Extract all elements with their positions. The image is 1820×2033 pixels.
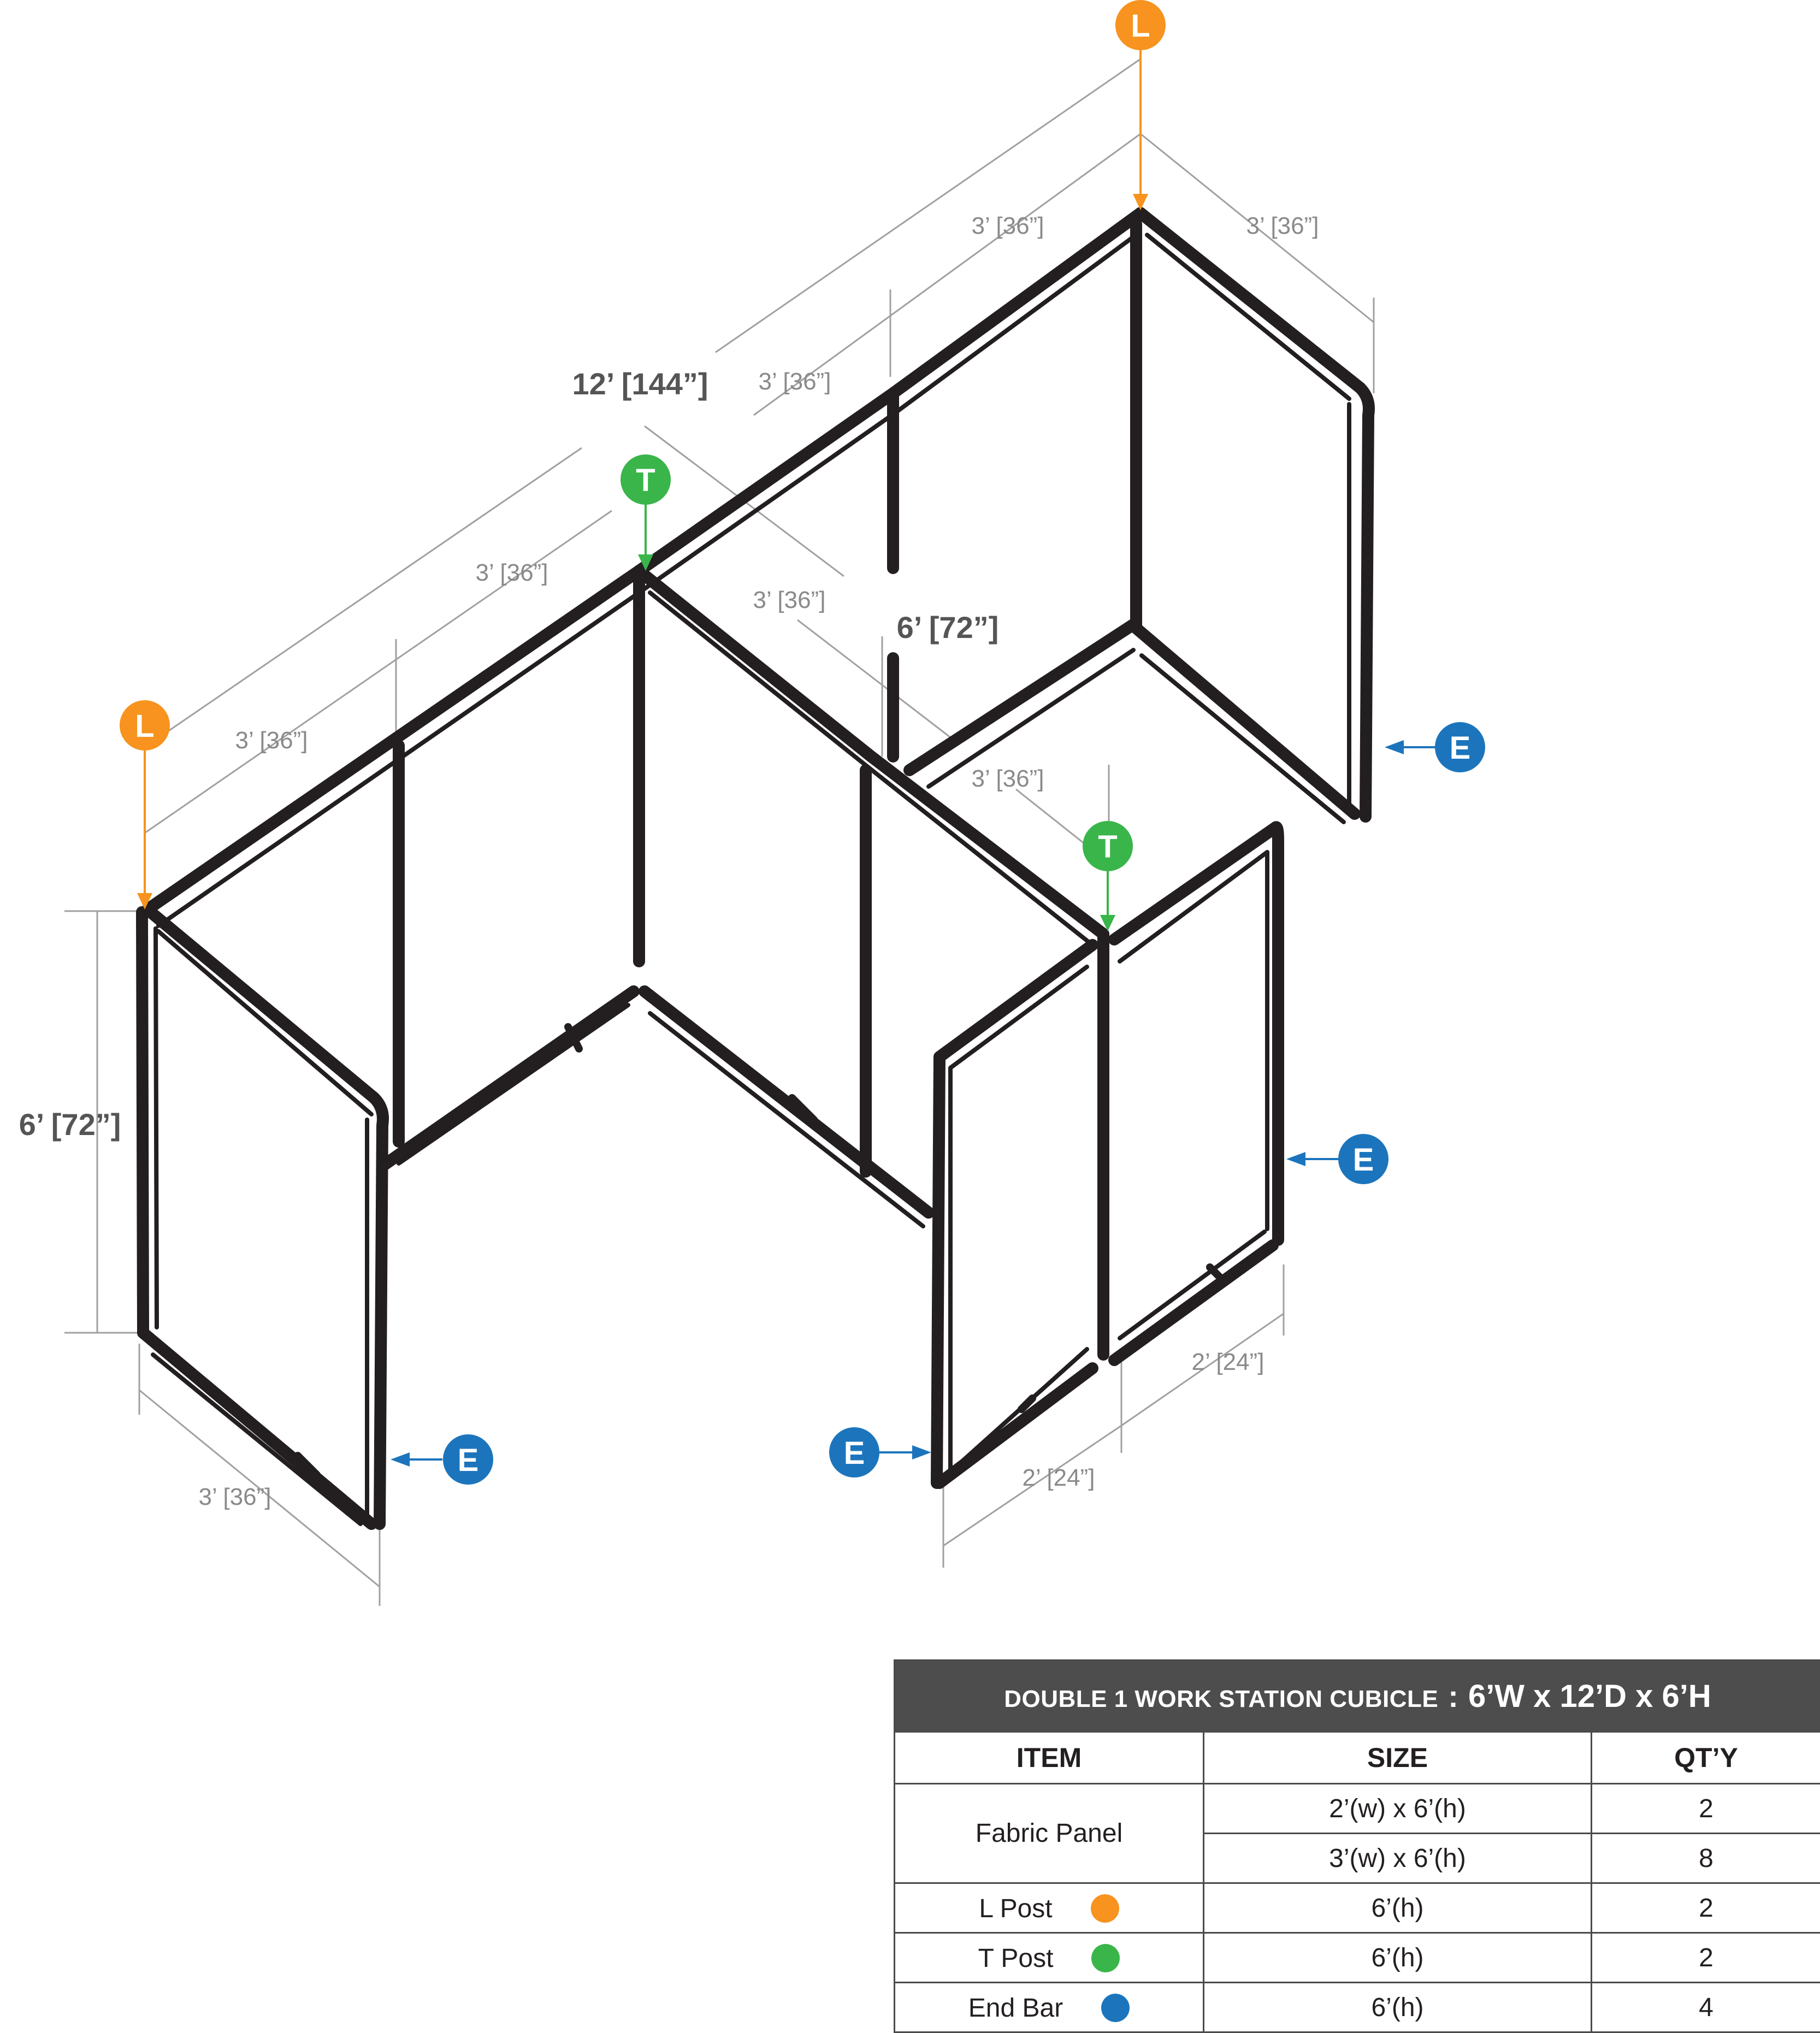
table-row [895,1883,1820,1933]
end-bar-marker-letter: E [458,1443,479,1478]
row-size: 6’(h) [1204,1883,1592,1933]
row-size: 2’(w) x 6’(h) [1204,1784,1592,1834]
segment-label: 2’ [24”] [1192,1349,1264,1375]
end-bar-color-dot [1101,1994,1130,2022]
item-label: T Post [978,1943,1054,1973]
end-bar-marker-letter: E [1353,1142,1374,1178]
header-qty: QT’Y [1592,1732,1820,1784]
segment-label: 3’ [36”] [476,559,548,586]
segment-label: 3’ [36”] [753,587,826,613]
height-label-center: 6’ [72”] [897,610,999,645]
l-post-marker-left [120,700,170,750]
segment-label: 2’ [24”] [1023,1464,1095,1491]
table-header-row [895,1732,1820,1784]
t-post-marker-right [1083,821,1133,871]
overall-depth-label: 12’ [144”] [572,367,708,401]
parts-list-table [894,1659,1820,2033]
end-bar-marker-letter: E [1450,730,1471,766]
end-bar-marker-front [829,1427,879,1478]
row-qty: 2 [1592,1883,1820,1933]
row-item-end-bar [895,1983,1204,2032]
end-bar-marker-right-upper [1435,722,1485,772]
row-qty: 4 [1592,1983,1820,2032]
segment-label: 3’ [36”] [972,212,1044,239]
item-label: L Post [979,1894,1052,1924]
row-size: 6’(h) [1204,1933,1592,1983]
l-post-marker-letter: L [135,708,154,744]
end-bar-marker-left [443,1434,493,1485]
segment-label: 3’ [36”] [1246,212,1319,239]
table-title-dimensions: 6’W x 12’D x 6’H [1468,1679,1711,1714]
row-item-l-post [895,1883,1204,1933]
l-post-marker-top [1115,0,1166,50]
end-bar-marker-right-lower [1338,1134,1388,1184]
segment-label: 3’ [36”] [972,765,1044,792]
segment-label: 3’ [36”] [199,1484,271,1510]
cubicle-frame [142,213,1369,1524]
table-title-separator: : [1448,1679,1458,1713]
segment-label: 3’ [36”] [759,368,831,395]
end-bar-marker-letter: E [844,1435,865,1471]
row-qty: 2 [1592,1933,1820,1983]
height-label-left: 6’ [72”] [19,1107,121,1142]
row-size: 3’(w) x 6’(h) [1204,1834,1592,1883]
row-qty: 2 [1592,1784,1820,1834]
row-qty: 8 [1592,1834,1820,1883]
header-size: SIZE [1204,1732,1592,1784]
item-label: End Bar [968,1993,1063,2023]
l-post-marker-letter: L [1131,8,1150,44]
post-arrows [137,49,1437,1467]
table-row [895,1933,1820,1983]
row-item-t-post [895,1933,1204,1983]
row-size: 6’(h) [1204,1983,1592,2032]
t-post-marker-center [621,454,671,505]
row-item-fabric-panel: Fabric Panel [895,1784,1204,1883]
t-post-marker-letter: T [636,463,655,498]
table-title [895,1660,1820,1732]
t-post-marker-letter: T [1098,829,1117,865]
t-post-color-dot [1091,1944,1120,1972]
table-row [895,1983,1820,2032]
table-title-text: DOUBLE 1 WORK STATION CUBICLE [1004,1686,1438,1712]
table-row [895,1784,1820,1834]
header-item: ITEM [895,1732,1204,1784]
segment-label: 3’ [36”] [235,727,308,754]
l-post-color-dot [1091,1894,1119,1923]
